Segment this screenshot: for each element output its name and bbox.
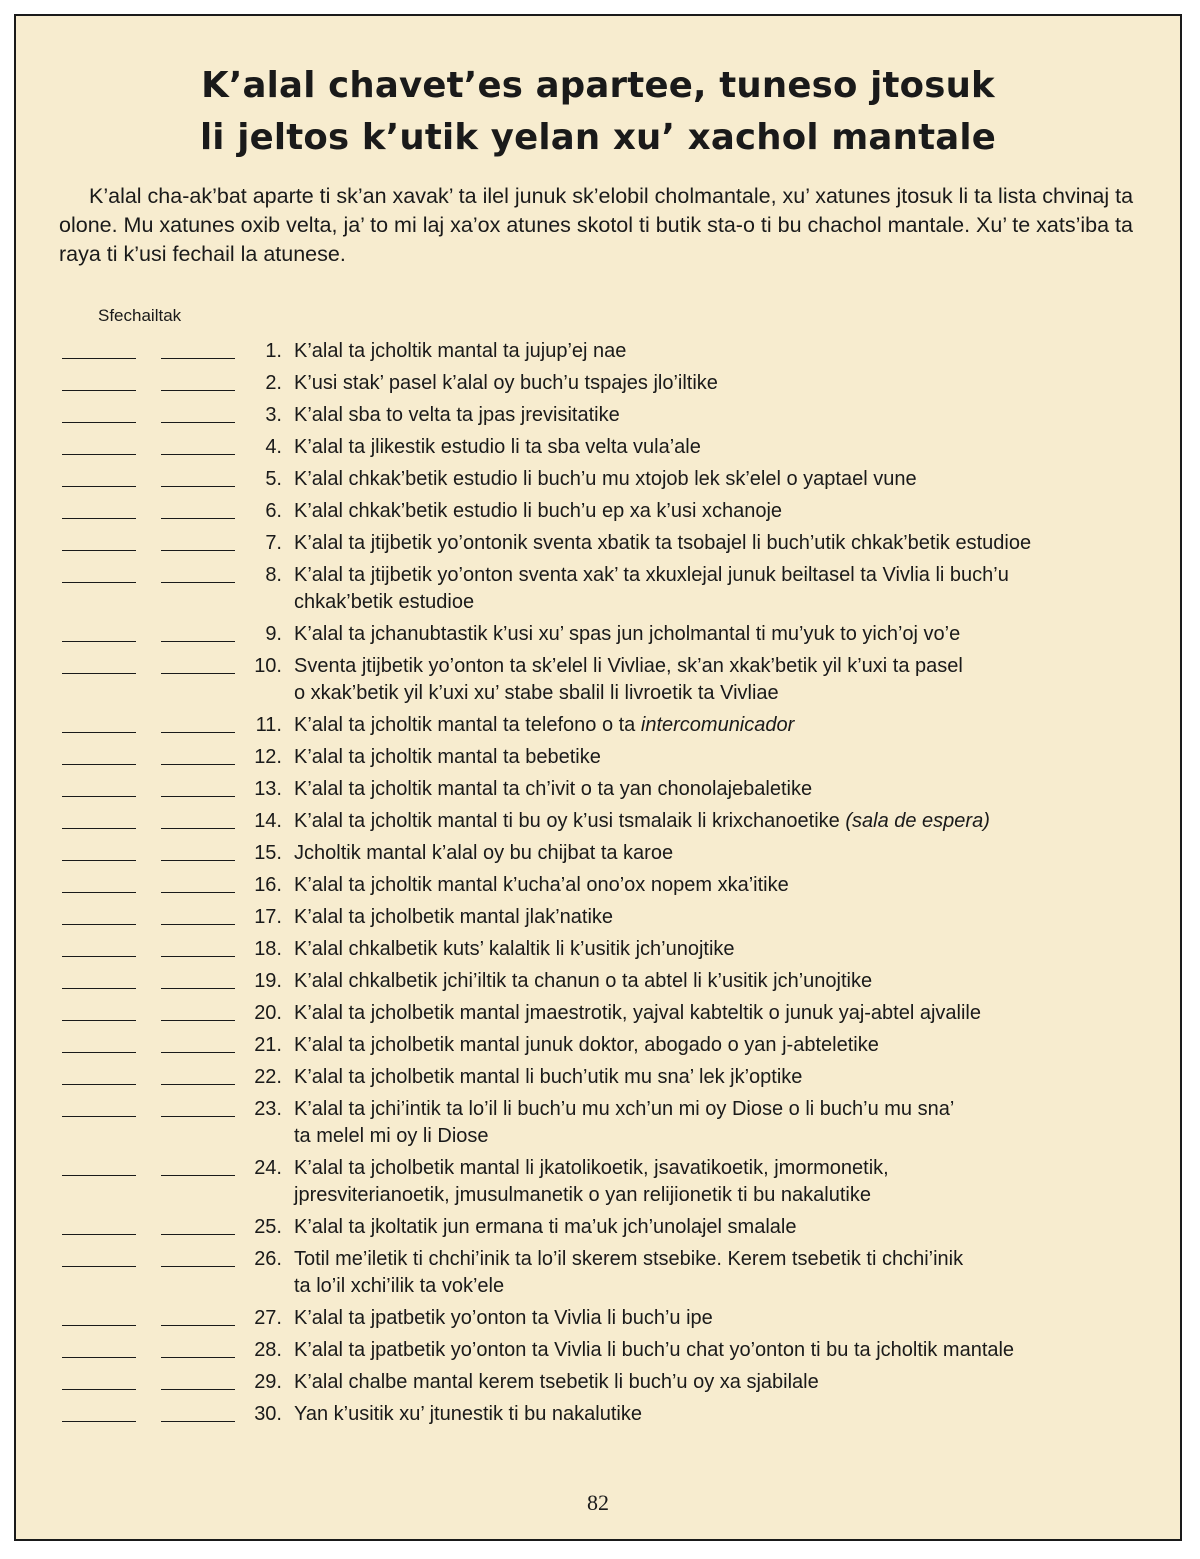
item-text [294, 498, 1154, 525]
item-text-line: K’alal ta jcholbetik mantal li buch’utik mu sna’ lek jk’optike [294, 1066, 803, 1088]
item-text [294, 1000, 1154, 1027]
title-line-1: K’alal chavet’es apartee, tuneso jtosuk [201, 65, 995, 106]
date-blank-2[interactable] [161, 454, 235, 455]
item-italic-text: (sala de espera) [845, 810, 990, 832]
item-number: 13. [254, 778, 282, 800]
item-number: 7. [265, 532, 282, 554]
date-blank-1[interactable] [62, 486, 136, 487]
date-blank-2[interactable] [161, 1266, 235, 1267]
item-text [294, 1214, 1154, 1241]
date-blank-2[interactable] [161, 390, 235, 391]
item-text-line: Jcholtik mantal k’alal oy bu chijbat ta karoe [294, 842, 674, 864]
item-text [294, 338, 1154, 365]
item-number: 11. [255, 714, 282, 736]
item-text-line: K’alal chkak’betik estudio li buch’u ep xa k’usi xchanoje [294, 500, 783, 522]
date-blank-2[interactable] [161, 860, 235, 861]
date-blank-1[interactable] [62, 358, 136, 359]
item-text-line: K’alal ta jchanubtastik k’usi xu’ spas jun jcholmantal ti mu’yuk to yich’oj vo’e [294, 623, 961, 645]
item-number: 12. [254, 746, 282, 768]
item-text-line: K’alal ta jcholbetik mantal li jkatolikoetik, jsavatikoetik, jmormonetik, [294, 1157, 889, 1179]
item-number: 22. [254, 1066, 282, 1088]
item-text-line: K’alal chkalbetik jchi’iltik ta chanun o ta abtel li k’usitik jch’unojtike [294, 970, 873, 992]
item-text-line: Totil me’iletik ti chchi’inik ta lo’il skerem stsebike. Kerem tsebetik ti chchi’inik [294, 1248, 964, 1270]
item-text [294, 1032, 1154, 1059]
date-blank-2[interactable] [161, 924, 235, 925]
date-blank-2[interactable] [161, 1389, 235, 1390]
item-text [294, 1369, 1154, 1396]
item-text-line: K’alal ta jcholtik mantal ta telefono o ta intercomunicador [294, 714, 795, 736]
date-blank-1[interactable] [62, 1325, 136, 1326]
item-number: 29. [254, 1371, 282, 1393]
item-number: 30. [254, 1403, 282, 1425]
date-blank-2[interactable] [161, 1325, 235, 1326]
item-text-line: K’alal ta jchi’intik ta lo’il li buch’u mu xch’un mi oy Diose o li buch’u mu sna’ [294, 1098, 955, 1120]
item-italic-text: intercomunicador [640, 714, 795, 736]
date-blank-2[interactable] [161, 988, 235, 989]
date-blank-1[interactable] [62, 1020, 136, 1021]
date-blank-2[interactable] [161, 1175, 235, 1176]
date-blank-1[interactable] [62, 390, 136, 391]
date-blank-2[interactable] [161, 1020, 235, 1021]
page-title [16, 60, 1180, 164]
item-text-line: K’alal ta jkoltatik jun ermana ti ma’uk jch’unolajel smalale [294, 1216, 797, 1238]
date-blank-1[interactable] [62, 892, 136, 893]
item-number: 20. [254, 1002, 282, 1024]
date-blank-2[interactable] [161, 422, 235, 423]
item-text-line: K’alal ta jcholtik mantal ti bu oy k’usi tsmalaik li krixchanoetike (sala de espera) [294, 810, 990, 832]
item-text [294, 1337, 1154, 1364]
item-text-line: K’alal chkalbetik kuts’ kalaltik li k’usitik jch’unojtike [294, 938, 735, 960]
date-blank-2[interactable] [161, 673, 235, 674]
date-blank-1[interactable] [62, 422, 136, 423]
item-text [294, 872, 1154, 899]
date-blank-2[interactable] [161, 1052, 235, 1053]
date-blank-1[interactable] [62, 1389, 136, 1390]
date-blank-1[interactable] [62, 1421, 136, 1422]
item-text-line: K’alal ta jcholbetik mantal jmaestrotik, yajval kabteltik o junuk yaj-abtel ajvalile [294, 1002, 981, 1024]
item-text-line: o xkak’betik yil k’uxi xu’ stabe sbalil li livroetik ta Vivliae [294, 682, 779, 704]
date-blank-2[interactable] [161, 892, 235, 893]
item-number: 10. [254, 655, 282, 677]
item-number: 14. [254, 810, 282, 832]
date-blank-1[interactable] [62, 582, 136, 583]
item-text [294, 653, 1154, 707]
date-blank-1[interactable] [62, 1175, 136, 1176]
item-text [294, 434, 1154, 461]
date-blank-1[interactable] [62, 1266, 136, 1267]
date-blank-2[interactable] [161, 358, 235, 359]
item-text-line: K’alal ta jcholtik mantal k’ucha’al ono’ox nopem xka’itike [294, 874, 789, 896]
date-blank-1[interactable] [62, 641, 136, 642]
item-text-line: chkak’betik estudioe [294, 591, 475, 613]
date-blank-1[interactable] [62, 828, 136, 829]
date-blank-2[interactable] [161, 582, 235, 583]
intro-paragraph: K’alal cha-ak’bat aparte ti sk’an xavak’ ta ilel junuk sk’elobil cholmantale, xu’ xatunes jtosuk li ta lista chvinaj ta olone. Mu xatunes oxib velta, ja’ to mi laj xa’ox atunes skotol ti butik sta-o ti bu chachol mantale. Xu’ te xats’iba ta raya ti k’usi fechail la atunese. [59, 184, 1134, 266]
item-text-line: K’alal ta jlikestik estudio li ta sba velta vula’ale [294, 436, 701, 458]
item-number: 28. [254, 1339, 282, 1361]
item-number: 24. [254, 1157, 282, 1179]
item-number: 21. [254, 1034, 282, 1056]
date-blank-1[interactable] [62, 1234, 136, 1235]
item-text [294, 466, 1154, 493]
date-blank-2[interactable] [161, 1234, 235, 1235]
item-number: 26. [254, 1248, 282, 1270]
date-blank-1[interactable] [62, 956, 136, 957]
item-text [294, 562, 1154, 616]
item-text [294, 1155, 1154, 1209]
date-blank-1[interactable] [62, 732, 136, 733]
date-blank-1[interactable] [62, 454, 136, 455]
item-text [294, 370, 1154, 397]
item-text [294, 968, 1154, 995]
item-number: 15. [254, 842, 282, 864]
date-blank-2[interactable] [161, 1084, 235, 1085]
item-number: 5. [265, 468, 282, 490]
item-text-line: ta lo’il xchi’ilik ta vok’ele [294, 1275, 505, 1297]
date-blank-1[interactable] [62, 1084, 136, 1085]
item-text-line: K’alal sba to velta ta jpas jrevisitatike [294, 404, 620, 426]
title-line-2: li jeltos k’utik yelan xu’ xachol mantale [199, 117, 997, 158]
item-number: 19. [254, 970, 282, 992]
item-text-line: K’alal ta jcholbetik mantal jlak’natike [294, 906, 614, 928]
item-text-line: K’alal ta jtijbetik yo’ontonik sventa xbatik ta tsobajel li buch’utik chkak’betik estudioe [294, 532, 1032, 554]
item-text-line: K’alal ta jpatbetik yo’onton ta Vivlia li buch’u ipe [294, 1307, 713, 1329]
date-blank-1[interactable] [62, 796, 136, 797]
date-blank-1[interactable] [62, 673, 136, 674]
date-blank-1[interactable] [62, 860, 136, 861]
item-text-line: Yan k’usitik xu’ jtunestik ti bu nakalutike [294, 1403, 642, 1425]
item-number: 8. [265, 564, 282, 586]
item-text [294, 530, 1154, 557]
item-text [294, 402, 1154, 429]
item-number: 6. [265, 500, 282, 522]
date-blank-2[interactable] [161, 764, 235, 765]
item-text-line: ta melel mi oy li Diose [294, 1125, 489, 1147]
item-text-line: K’alal ta jcholbetik mantal junuk doktor, abogado o yan j-abteletike [294, 1034, 879, 1056]
item-number: 3. [265, 404, 282, 426]
item-text-line: K’usi stak’ pasel k’alal oy buch’u tspajes jlo’iltike [294, 372, 718, 394]
date-blank-2[interactable] [161, 1116, 235, 1117]
date-blank-1[interactable] [62, 988, 136, 989]
item-text [294, 840, 1154, 867]
date-blank-2[interactable] [161, 1421, 235, 1422]
item-text-line: K’alal ta jpatbetik yo’onton ta Vivlia li buch’u chat yo’onton ti bu ta jcholtik mantale [294, 1339, 1015, 1361]
item-text-line: K’alal ta jtijbetik yo’onton sventa xak’ ta xkuxlejal junuk beiltasel ta Vivlia li buch’u [294, 564, 1009, 586]
item-text [294, 936, 1154, 963]
item-text-line: K’alal chkak’betik estudio li buch’u mu xtojob lek sk’elel o yaptael vune [294, 468, 917, 490]
item-text-line: K’alal ta jcholtik mantal ta jujup’ej nae [294, 340, 627, 362]
page-number: 82 [587, 1490, 609, 1515]
date-blank-1[interactable] [62, 550, 136, 551]
item-text [294, 712, 1154, 739]
date-blank-2[interactable] [161, 956, 235, 957]
date-blank-1[interactable] [62, 764, 136, 765]
item-text-line: K’alal ta jcholtik mantal ta bebetike [294, 746, 601, 768]
date-blank-2[interactable] [161, 486, 235, 487]
item-text [294, 744, 1154, 771]
item-text [294, 1401, 1154, 1428]
date-blank-1[interactable] [62, 1357, 136, 1358]
item-text [294, 776, 1154, 803]
item-number: 1. [265, 340, 282, 362]
date-blank-1[interactable] [62, 924, 136, 925]
item-number: 2. [265, 372, 282, 394]
date-blank-2[interactable] [161, 518, 235, 519]
item-number: 4. [265, 436, 282, 458]
item-text [294, 904, 1154, 931]
date-blank-1[interactable] [62, 1052, 136, 1053]
item-text-line: K’alal ta jcholtik mantal ta ch’ivit o ta yan chonolajebaletike [294, 778, 813, 800]
item-number: 9. [265, 623, 282, 645]
date-blank-2[interactable] [161, 1357, 235, 1358]
item-text [294, 808, 1154, 835]
item-text [294, 621, 1154, 648]
item-text-line: Sventa jtijbetik yo’onton ta sk’elel li Vivliae, sk’an xkak’betik yil k’uxi ta pasel [294, 655, 963, 677]
date-blank-2[interactable] [161, 732, 235, 733]
item-number: 25. [254, 1216, 282, 1238]
item-number: 23. [254, 1098, 282, 1120]
date-blank-2[interactable] [161, 796, 235, 797]
date-blank-2[interactable] [161, 641, 235, 642]
date-blank-2[interactable] [161, 828, 235, 829]
item-number: 18. [254, 938, 282, 960]
item-text-line: K’alal chalbe mantal kerem tsebetik li buch’u oy xa sjabilale [294, 1371, 819, 1393]
item-text [294, 1246, 1154, 1300]
item-text [294, 1096, 1154, 1150]
item-number: 16. [254, 874, 282, 896]
date-blank-1[interactable] [62, 518, 136, 519]
item-number: 17. [254, 906, 282, 928]
item-text [294, 1064, 1154, 1091]
column-header: Sfechailtak [98, 306, 182, 325]
item-number: 27. [254, 1307, 282, 1329]
date-blank-2[interactable] [161, 550, 235, 551]
page-frame [14, 14, 1182, 1541]
date-blank-1[interactable] [62, 1116, 136, 1117]
item-text-line: jpresviterianoetik, jmusulmanetik o yan relijionetik ti bu nakalutike [294, 1184, 871, 1206]
item-text [294, 1305, 1154, 1332]
